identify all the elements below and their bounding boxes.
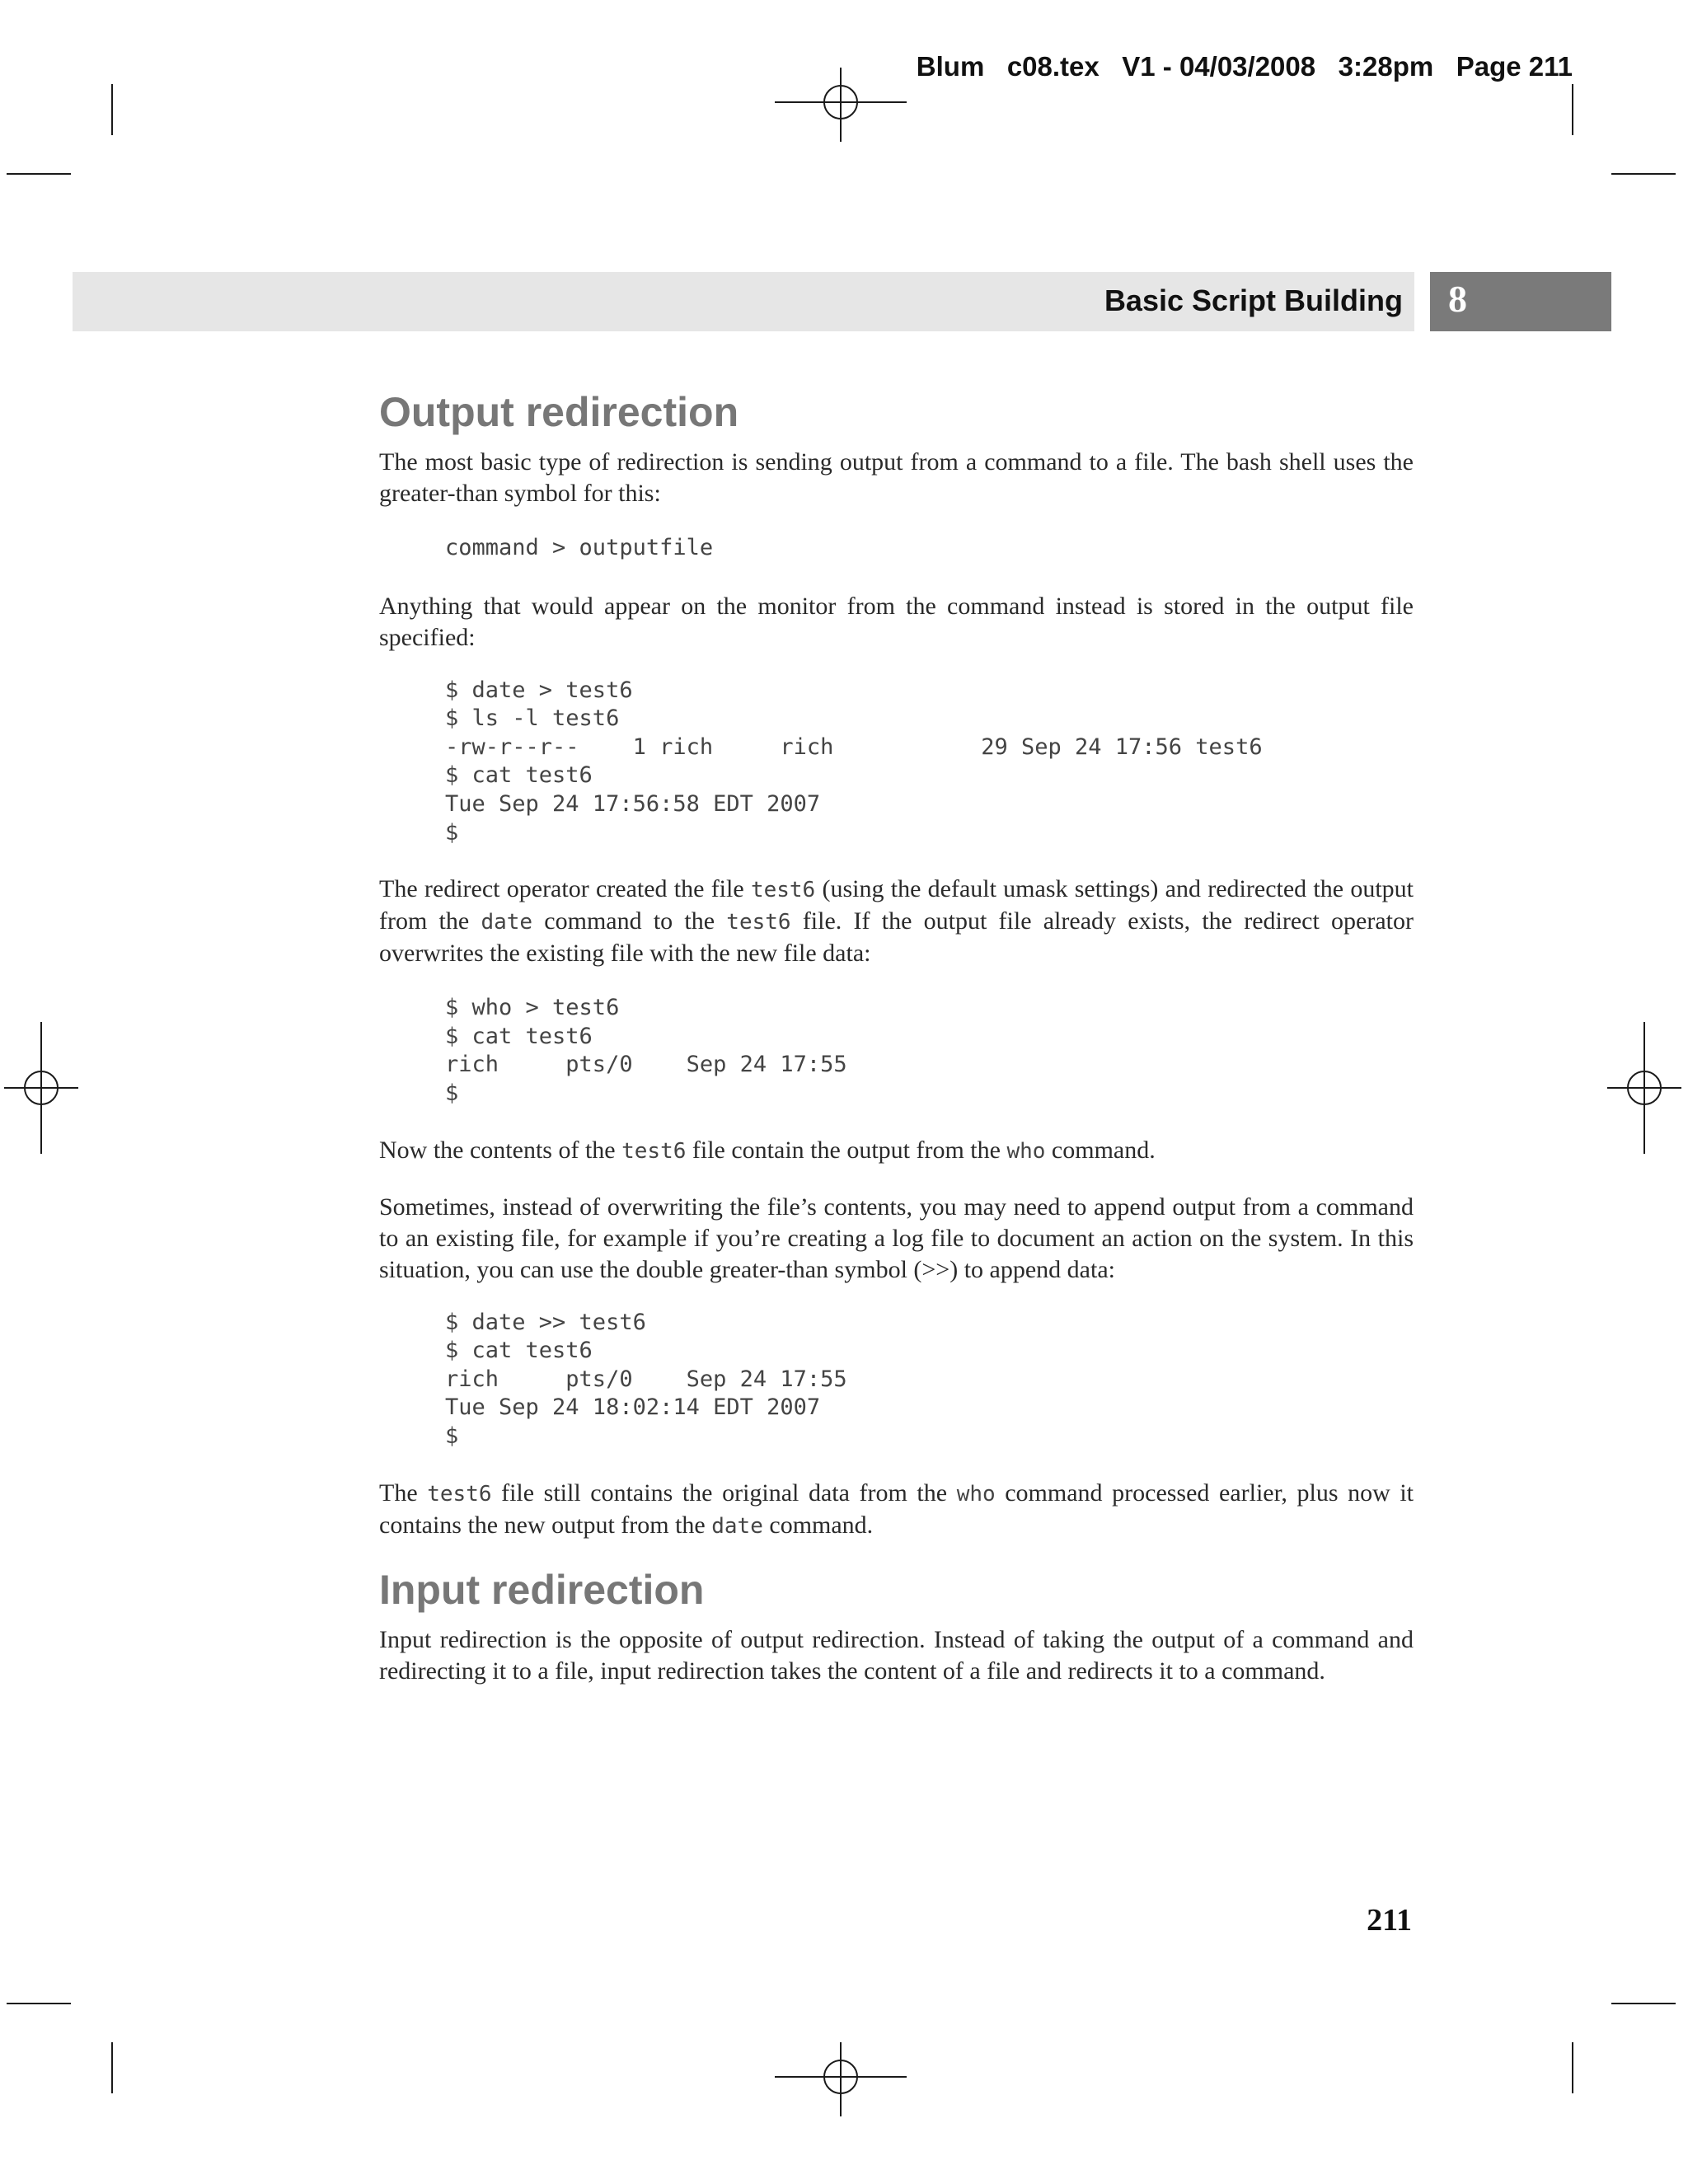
slug-file: c08.tex xyxy=(1006,51,1100,82)
inline-code: test6 xyxy=(621,1138,687,1164)
paragraph: The most basic type of redirection is sending output from a command to a file. The bash shell uses the greater-than symbol for this: xyxy=(379,448,1414,507)
slug-version-date: V1 - 04/03/2008 xyxy=(1122,51,1316,82)
page-number: 211 xyxy=(1367,1903,1412,1938)
chapter-tab xyxy=(1430,272,1611,331)
registration-mark-left xyxy=(4,1022,78,1154)
paragraph: Now the contents of the test6 file contain the output from the who command. xyxy=(379,1136,1156,1164)
paragraph: The redirect operator created the file test6 (using the default umask settings) and redirected the output from the date command to the test6 file. If the output file already exists, the redirect operator overwrites the existing file with the new file data: xyxy=(379,875,1414,968)
paragraph: The test6 file still contains the original data from the who command processed earlier, plus now it contains the new output from the date command. xyxy=(379,1479,1414,1539)
inline-code: test6 xyxy=(427,1481,492,1507)
registration-mark-bottom xyxy=(775,2042,907,2116)
print-slug xyxy=(917,51,1573,82)
section-heading-input-redirection: Input redirection xyxy=(379,1566,705,1613)
slug-page-label: Page 211 xyxy=(1456,51,1573,82)
code-block: $ who > test6 $ cat test6 rich pts/0 Sep 24 17:55 $ xyxy=(445,995,847,1106)
registration-mark-top xyxy=(775,68,907,142)
code-block: command > outputfile xyxy=(445,535,714,560)
section-heading-output-redirection: Output redirection xyxy=(379,389,739,435)
page-body xyxy=(379,387,1414,1687)
slug-time: 3:28pm xyxy=(1338,51,1434,82)
inline-code: date xyxy=(481,910,533,935)
registration-mark-right xyxy=(1607,1022,1681,1154)
code-block: $ date > test6 $ ls -l test6 -rw-r--r-- 1 rich rich 29 Sep 24 17:56 test6 $ cat test6 Tue Sep 24 17:56:58 EDT 2007 $ xyxy=(445,677,1263,846)
inline-code: date xyxy=(711,1513,763,1539)
code-block: $ date >> test6 $ cat test6 rich pts/0 Sep 24 17:55 Tue Sep 24 18:02:14 EDT 2007 $ xyxy=(445,1309,847,1449)
paragraph: Input redirection is the opposite of output redirection. Instead of taking the output of a command and redirecting it to a file, input redirection takes the content of a file and redirects it to a command. xyxy=(379,1625,1414,1685)
inline-code: who xyxy=(956,1481,996,1507)
slug-author: Blum xyxy=(916,51,985,82)
inline-code: test6 xyxy=(726,910,791,935)
inline-code: test6 xyxy=(750,878,816,903)
inline-code: who xyxy=(1006,1138,1046,1164)
paragraph: Anything that would appear on the monitor from the command instead is stored in the output file specified: xyxy=(379,592,1414,651)
chapter-number: 8 xyxy=(1448,278,1467,320)
paragraph: Sometimes, instead of overwriting the file’s contents, you may need to append output from a command to an existing file, for example if you’re creating a log file to document an action on the system. In this situation, you can use the double greater-than symbol (>>) to append data: xyxy=(379,1193,1414,1283)
running-header-title: Basic Script Building xyxy=(1104,284,1403,317)
running-header xyxy=(73,272,1414,331)
